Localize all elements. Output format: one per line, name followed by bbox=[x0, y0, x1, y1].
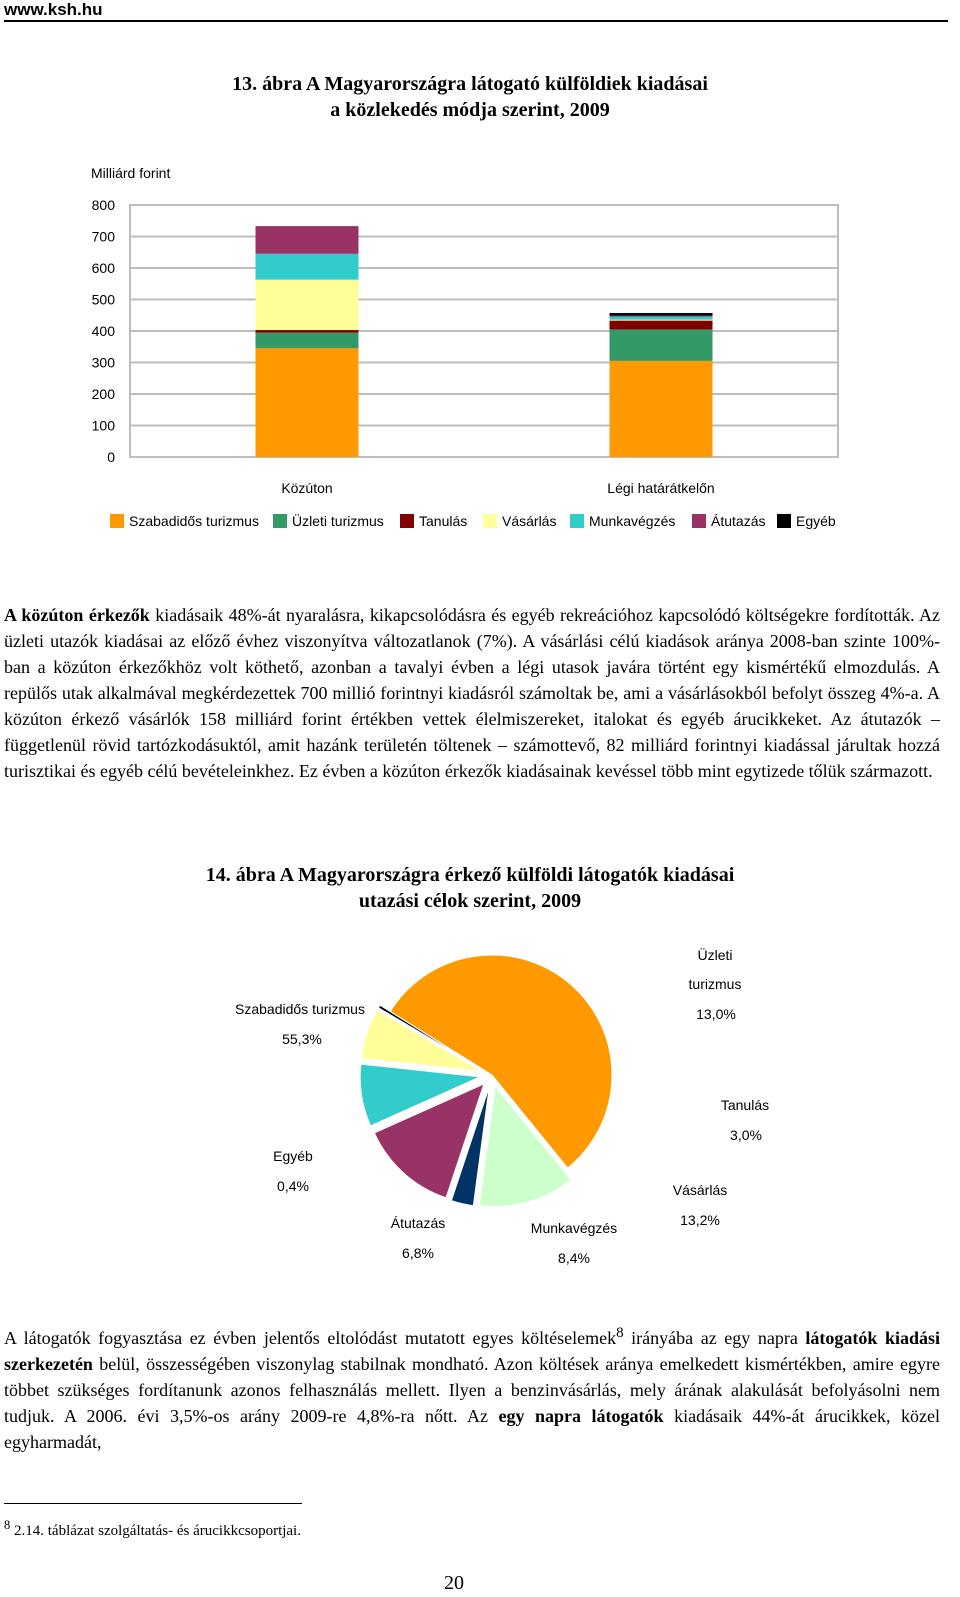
legend-swatch bbox=[483, 514, 497, 528]
y-tick-label: 800 bbox=[91, 197, 115, 213]
label-atutazas-value: 6,8% bbox=[402, 1245, 434, 1261]
bold-phrase: látogatók kiadási szerkezetén bbox=[4, 1328, 941, 1374]
label-szabadidos-name: Szabadidős turizmus bbox=[235, 1001, 365, 1017]
legend-label: Vásárlás bbox=[502, 513, 557, 529]
label-egyeb-value: 0,4% bbox=[277, 1178, 309, 1194]
bar-segment bbox=[256, 280, 359, 330]
label-tanulas-value: 3,0% bbox=[730, 1127, 762, 1143]
legend-swatch bbox=[570, 514, 584, 528]
paragraph-text: belül, összességében viszonylag stabilnak mondható. Azon költések aránya emelkedett kismértékben, amire egyre többet szükséges fordítanunk azonos felhasználás mellett. Ilyen a benzinvásárlás, mely árának alakulását befolyásolni nem tudjuk. A 2006. évi 3,5%-os arány 2009-re 4,8%-ra nőtt. Az bbox=[4, 1354, 940, 1426]
plot-area bbox=[92, 197, 838, 496]
figure13-title-line2: a közlekedés módja szerint, 2009 bbox=[330, 99, 610, 121]
label-atutazas-name: Átutazás bbox=[390, 1215, 446, 1231]
footnote-ref[interactable]: 8 bbox=[616, 1325, 624, 1341]
bold-phrase: egy napra látogatók bbox=[498, 1406, 664, 1426]
legend-label: Szabadidős turizmus bbox=[129, 513, 259, 529]
bar-segment bbox=[610, 313, 713, 316]
label-munkavegzes-name: Munkavégzés bbox=[530, 1220, 618, 1236]
label-uzleti-name-2: turizmus bbox=[688, 976, 742, 992]
legend-label: Egyéb bbox=[796, 513, 836, 529]
y-tick-label: 700 bbox=[91, 228, 115, 245]
label-egyeb-name: Egyéb bbox=[273, 1148, 313, 1164]
legend-swatch bbox=[692, 514, 706, 528]
paragraph-text: A látogatók fogyasztása ez évben jelentős eltolódást mutatott egyes költéselemek bbox=[4, 1328, 617, 1348]
bar-segment bbox=[610, 316, 713, 317]
figure14-title-line2: utazási célok szerint, 2009 bbox=[358, 890, 582, 912]
label-munkavegzes-value: 8,4% bbox=[558, 1250, 590, 1266]
figure14-title-line1: 14. ábra A Magyarországra érkező külföldi látogatók kiadásai bbox=[205, 864, 735, 886]
bar-segment bbox=[256, 330, 359, 333]
bold-phrase: A közúton érkezők bbox=[4, 605, 150, 625]
paragraph-road-arrivals bbox=[4, 602, 940, 784]
legend-label: Munkavégzés bbox=[589, 513, 676, 529]
legend-label: Üzleti turizmus bbox=[292, 513, 384, 529]
header-rule bbox=[4, 20, 948, 22]
page-number: 20 bbox=[444, 1572, 464, 1594]
paragraph-text: kiadásaik 44%-át árucikkek, közel egyharmadát, bbox=[4, 1406, 941, 1452]
pie-slices bbox=[360, 955, 612, 1207]
label-uzleti-value: 13,0% bbox=[696, 1006, 736, 1022]
y-tick-label: 100 bbox=[91, 417, 115, 434]
figure13-stacked-bar-chart bbox=[0, 160, 940, 540]
label-vasarlas-value: 13,2% bbox=[680, 1212, 720, 1228]
figure13-title-line1: 13. ábra A Magyarországra látogató külföldiek kiadásai bbox=[232, 73, 708, 95]
legend-swatch bbox=[777, 514, 791, 528]
y-axis-label: Milliárd forint bbox=[91, 165, 171, 181]
y-tick-label: 200 bbox=[91, 386, 115, 402]
bar-segment bbox=[610, 329, 713, 361]
x-category-label: Légi határátkelőn bbox=[607, 480, 715, 496]
legend-swatch bbox=[110, 514, 124, 528]
legend-label: Átutazás bbox=[711, 513, 766, 529]
label-vasarlas-name: Vásárlás bbox=[672, 1182, 728, 1198]
bar-segment bbox=[610, 317, 713, 320]
label-tanulas-name: Tanulás bbox=[720, 1097, 770, 1113]
legend-label: Tanulás bbox=[419, 513, 468, 529]
y-tick-label: 500 bbox=[91, 291, 115, 308]
bar-segment bbox=[256, 226, 359, 254]
bar-segment bbox=[610, 320, 713, 321]
legend-swatch bbox=[273, 514, 287, 528]
footnote-text: 2.14. táblázat szolgáltatás- és árucikkcsoportjai. bbox=[10, 1523, 301, 1539]
y-tick-label: 400 bbox=[91, 323, 115, 339]
legend-swatch bbox=[400, 514, 414, 528]
footnote-rule bbox=[4, 1503, 302, 1504]
bar-segment bbox=[610, 361, 713, 457]
x-category-label: Közúton bbox=[281, 480, 333, 496]
paragraph-text: kiadásaik 48%-át nyaralásra, kikapcsolódásra és egyéb rekreációhoz kapcsolódó költségekre fordították. Az üzleti utazók kiadásai az előző évhez viszonyítva változatlanok (7%). A vásárlási célú kiadások aránya 2008-ban szinte 100%-ban a közúton érkezőkhöz volt köthető, azonban a tavalyi évben a légi utasok javára történt egy kismértékű elmozdulás. A repülős utak alkalmával megkérdezettek 700 millió forintnyi kiadásról számoltak be, ami a vásárlásokból befolyt összeg 4%-a. A közúton érkező vásárlók 158 milliárd forint értékben vettek élelmiszereket, italokat és egyéb árucikkeket. Az átutazók – függetlenül rövid tartózkodásuktól, amit hazánk területén töltenek – számottevő, 82 milliárd forintnyi kiadással járultak hozzá turisztikai és egyéb célú bevételeinkhez. Ez évben a közúton érkezők kiadásainak kevéssel több mint egytizede tőlük származott. bbox=[4, 605, 940, 781]
footnote-number: 8 bbox=[4, 1518, 11, 1532]
bar-segment bbox=[256, 254, 359, 280]
label-szabadidos-value: 55,3% bbox=[282, 1031, 322, 1047]
paragraph-day-visitors bbox=[4, 1320, 940, 1455]
figure14-pie-chart bbox=[0, 935, 940, 1285]
y-tick-label: 300 bbox=[91, 354, 115, 371]
legend bbox=[110, 512, 836, 529]
bar-segment bbox=[610, 321, 713, 330]
y-tick-label: 600 bbox=[91, 260, 115, 276]
y-tick-label: 0 bbox=[107, 449, 115, 465]
label-uzleti-name-1: Üzleti bbox=[697, 947, 733, 963]
bar-segment bbox=[256, 348, 359, 457]
footnote bbox=[4, 1518, 301, 1540]
paragraph-text: irányába az egy napra bbox=[623, 1328, 806, 1348]
bar-segment bbox=[256, 333, 359, 349]
site-url[interactable]: www.ksh.hu bbox=[4, 0, 103, 19]
